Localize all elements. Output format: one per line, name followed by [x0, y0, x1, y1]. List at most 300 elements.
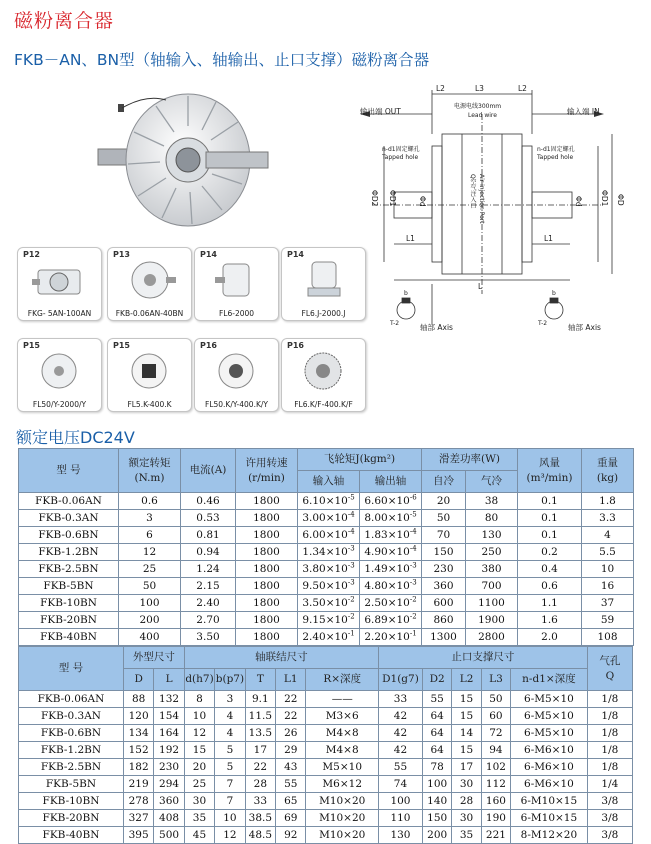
- dim-l1-right: L1: [544, 234, 553, 243]
- product-model: FL6.J-2000.J: [301, 309, 346, 318]
- product-card[interactable]: [281, 338, 366, 412]
- product-image: [122, 258, 177, 302]
- table-cell: M5×10: [306, 759, 378, 776]
- table-cell: 6-M6×10: [511, 776, 588, 793]
- table-cell: 59: [582, 612, 634, 629]
- table-cell: 1/4: [587, 776, 632, 793]
- col-speed: 许用转速 (r/min): [236, 449, 298, 493]
- table-cell: 120: [123, 708, 153, 725]
- table-cell: M6×12: [306, 776, 378, 793]
- table-cell: 10: [215, 810, 245, 827]
- product-page-ref: P12: [23, 250, 40, 259]
- key-b-left: b: [404, 290, 408, 297]
- dim-l: L: [478, 282, 483, 291]
- col-shaft: 轴联结尺寸: [184, 647, 378, 669]
- table-row: [19, 561, 634, 578]
- table-row: [19, 725, 633, 742]
- table-cell: 230: [154, 759, 184, 776]
- table-cell: 6-M10×15: [511, 810, 588, 827]
- key-b-right: b: [552, 290, 556, 297]
- table-cell: 3.3: [582, 510, 634, 527]
- product-page-ref: P15: [23, 341, 40, 350]
- table-cell: 1900: [466, 612, 518, 629]
- table-cell: FKB-40BN: [19, 827, 124, 844]
- table-cell: 2800: [466, 629, 518, 646]
- table-row: [19, 612, 634, 629]
- table-cell: FKB-10BN: [19, 793, 124, 810]
- table-cell: 16: [582, 578, 634, 595]
- clutch-main-photo: [96, 86, 271, 234]
- input-end-label: 输入端 IN: [567, 107, 600, 116]
- col-slip-air: 气冷: [466, 471, 518, 493]
- col-subheader: n-d1×深度: [511, 669, 588, 691]
- product-model: FKG- 5AN-100AN: [27, 309, 92, 318]
- table-row: [19, 742, 633, 759]
- table-cell: 8-M12×20: [511, 827, 588, 844]
- table-cell: FKB-20BN: [19, 810, 124, 827]
- table-row: [19, 578, 634, 595]
- table-cell: 60: [481, 708, 510, 725]
- col-flywheel-in: 输入轴: [298, 471, 360, 493]
- table-cell: 70: [422, 527, 466, 544]
- table-cell: 102: [481, 759, 510, 776]
- table-cell: 4: [582, 527, 634, 544]
- table-cell: 33: [245, 793, 275, 810]
- table-cell: 28: [245, 776, 275, 793]
- table-cell: FKB-5BN: [19, 776, 124, 793]
- table-cell: $8.00\times 10^{-5}$: [360, 510, 422, 527]
- table-cell: 72: [481, 725, 510, 742]
- col-slip-power: 滑差功率(W): [422, 449, 518, 471]
- table-cell: 360: [154, 793, 184, 810]
- table-cell: 5: [215, 742, 245, 759]
- table-cell: 42: [378, 742, 422, 759]
- table-cell: 35: [184, 810, 214, 827]
- table-cell: 112: [481, 776, 510, 793]
- table-cell: FKB-1.2BN: [19, 742, 124, 759]
- product-card[interactable]: [107, 338, 192, 412]
- dim-l1-left: L1: [406, 234, 415, 243]
- table-cell: 150: [422, 544, 466, 561]
- air-port-label: Q空气注入口: [469, 174, 476, 209]
- table-cell: 860: [422, 612, 466, 629]
- table-cell: 64: [423, 725, 452, 742]
- table-cell: ——: [306, 691, 378, 708]
- table-cell: 12: [215, 827, 245, 844]
- table-cell: 12: [184, 725, 214, 742]
- table-cell: 200: [423, 827, 452, 844]
- product-page-ref: P16: [287, 341, 304, 350]
- tapped-hole-right-label: n-d1固定螺孔: [537, 146, 575, 153]
- col-subheader: D1(g7): [378, 669, 422, 691]
- page-title: 磁粉离合器: [14, 10, 115, 32]
- table-cell: 6-M6×10: [511, 742, 588, 759]
- table-cell: 100: [378, 793, 422, 810]
- table-cell: 190: [481, 810, 510, 827]
- table-cell: 600: [422, 595, 466, 612]
- table-cell: 94: [481, 742, 510, 759]
- table-cell: $3.00\times 10^{-4}$: [298, 510, 360, 527]
- table-cell: 74: [378, 776, 422, 793]
- table-cell: 360: [422, 578, 466, 595]
- col-subheader: b(p7): [215, 669, 245, 691]
- table-row: [19, 629, 634, 646]
- product-model: FL50.K/Y-400.K/Y: [205, 400, 268, 409]
- table-cell: FKB-0.3AN: [19, 510, 119, 527]
- product-card[interactable]: [194, 338, 279, 412]
- col-subheader: T: [245, 669, 275, 691]
- col-subheader: R×深度: [306, 669, 378, 691]
- lead-wire-label: 电源电线300mm: [454, 103, 502, 110]
- table-cell: 1800: [236, 544, 298, 561]
- table-cell: 10: [582, 561, 634, 578]
- col-subheader: D: [123, 669, 153, 691]
- dim-d2: ΦD2: [370, 190, 379, 207]
- table-cell: 22: [245, 759, 275, 776]
- table-cell: $6.89\times 10^{-2}$: [360, 612, 422, 629]
- table-cell: 38: [466, 493, 518, 510]
- drawing-lines: [332, 84, 642, 344]
- table-cell: 1800: [236, 629, 298, 646]
- dim-d-left: Φd: [418, 196, 427, 207]
- tapped-hole-left-en-label: Tapped hole: [382, 154, 419, 161]
- table-row: [19, 493, 634, 510]
- table-cell: 1/8: [587, 691, 632, 708]
- table-cell: 5: [215, 759, 245, 776]
- table-cell: $2.50\times 10^{-2}$: [360, 595, 422, 612]
- table-cell: 12: [119, 544, 181, 561]
- dim-l2-right: L2: [518, 84, 527, 93]
- table-row: [19, 510, 634, 527]
- table-cell: 130: [378, 827, 422, 844]
- table-cell: 150: [423, 810, 452, 827]
- table-cell: 100: [423, 776, 452, 793]
- table-row: [19, 759, 633, 776]
- table-cell: $6.60\times 10^{-6}$: [360, 493, 422, 510]
- table-cell: FKB-0.06AN: [19, 493, 119, 510]
- table-cell: 30: [184, 793, 214, 810]
- table-cell: FKB-2.5BN: [19, 561, 119, 578]
- table-cell: $1.83\times 10^{-4}$: [360, 527, 422, 544]
- table-cell: 3/8: [587, 793, 632, 810]
- table-cell: 134: [123, 725, 153, 742]
- table-cell: 395: [123, 827, 153, 844]
- table-cell: 5.5: [582, 544, 634, 561]
- table-cell: 38.5: [245, 810, 275, 827]
- product-card[interactable]: [17, 247, 102, 321]
- table-cell: 4: [215, 725, 245, 742]
- col-outline: 外型尺寸: [123, 647, 184, 669]
- product-image: [209, 349, 264, 393]
- spec-table: [18, 448, 634, 646]
- table-cell: 1.24: [181, 561, 236, 578]
- table-cell: 1/8: [587, 742, 632, 759]
- table-cell: 69: [276, 810, 306, 827]
- table-cell: 88: [123, 691, 153, 708]
- table-row: [19, 810, 633, 827]
- dim-d1-left: ΦD1: [388, 190, 397, 207]
- table-cell: 7: [215, 776, 245, 793]
- col-subheader: D2: [423, 669, 452, 691]
- col-subheader: L3: [481, 669, 510, 691]
- col-model: 型 号: [19, 449, 119, 493]
- product-page-ref: P13: [113, 250, 130, 259]
- table-cell: $1.34\times 10^{-3}$: [298, 544, 360, 561]
- table-cell: 30: [452, 776, 481, 793]
- table-cell: 30: [452, 810, 481, 827]
- product-page-ref: P14: [287, 250, 304, 259]
- product-model: FL5.K-400.K: [127, 400, 172, 409]
- table-cell: 20: [184, 759, 214, 776]
- table-row: [19, 793, 633, 810]
- table-cell: 0.46: [181, 493, 236, 510]
- air-port-en-label: Air injection Port: [478, 174, 485, 224]
- table-cell: 0.81: [181, 527, 236, 544]
- table-cell: $6.00\times 10^{-4}$: [298, 527, 360, 544]
- table-cell: 6-M6×10: [511, 759, 588, 776]
- table-cell: 0.1: [518, 493, 582, 510]
- product-model: FKB-0.06AN-40BN: [115, 309, 184, 318]
- product-card[interactable]: [194, 247, 279, 321]
- col-air-port: 气孔 Q: [587, 647, 632, 691]
- table-cell: 17: [452, 759, 481, 776]
- table-cell: M10×20: [306, 793, 378, 810]
- table-cell: 55: [276, 776, 306, 793]
- table-cell: $4.90\times 10^{-4}$: [360, 544, 422, 561]
- table-cell: 327: [123, 810, 153, 827]
- table-cell: 200: [119, 612, 181, 629]
- table-cell: M3×6: [306, 708, 378, 725]
- table-cell: 219: [123, 776, 153, 793]
- dim-l2-left: L2: [436, 84, 445, 93]
- product-model: FL6.K/F-400.K/F: [294, 400, 353, 409]
- table-row: [19, 595, 634, 612]
- table-cell: 408: [154, 810, 184, 827]
- table-cell: 6-M5×10: [511, 725, 588, 742]
- dim-d-right: Φd: [574, 196, 583, 207]
- table-cell: 1800: [236, 510, 298, 527]
- table-cell: 0.1: [518, 510, 582, 527]
- table-cell: FKB-0.3AN: [19, 708, 124, 725]
- table-cell: 1.8: [582, 493, 634, 510]
- table-cell: 1/8: [587, 725, 632, 742]
- table-cell: 29: [276, 742, 306, 759]
- table-cell: 6: [119, 527, 181, 544]
- table-cell: 230: [422, 561, 466, 578]
- table-cell: 22: [276, 708, 306, 725]
- table-cell: 33: [378, 691, 422, 708]
- lead-wire-en-label: Lead wire: [468, 112, 497, 119]
- table-cell: 0.6: [119, 493, 181, 510]
- product-model: FL50/Y-2000/Y: [32, 400, 87, 409]
- product-image: [32, 258, 87, 302]
- table-cell: 43: [276, 759, 306, 776]
- table-cell: 3.50: [181, 629, 236, 646]
- table-cell: 17: [245, 742, 275, 759]
- table-cell: 250: [466, 544, 518, 561]
- table-cell: $3.80\times 10^{-3}$: [298, 561, 360, 578]
- table-cell: 92: [276, 827, 306, 844]
- table-cell: FKB-20BN: [19, 612, 119, 629]
- table-cell: 26: [276, 725, 306, 742]
- dimension-table: [18, 646, 633, 844]
- table-cell: 500: [154, 827, 184, 844]
- table-cell: 294: [154, 776, 184, 793]
- table-cell: 42: [378, 708, 422, 725]
- table-cell: 2.70: [181, 612, 236, 629]
- dimension-diagram: [332, 84, 642, 344]
- table-cell: 55: [423, 691, 452, 708]
- table-cell: 10: [184, 708, 214, 725]
- col-flywheel: 飞轮矩J(kgm²): [298, 449, 422, 471]
- product-page-ref: P16: [200, 341, 217, 350]
- table-cell: 11.5: [245, 708, 275, 725]
- table-cell: 6-M10×15: [511, 793, 588, 810]
- table-cell: 1800: [236, 595, 298, 612]
- key-t-right: T-2: [538, 320, 548, 327]
- table-cell: 8: [184, 691, 214, 708]
- table-cell: 192: [154, 742, 184, 759]
- table-cell: 15: [184, 742, 214, 759]
- table-cell: $1.49\times 10^{-3}$: [360, 561, 422, 578]
- table-cell: FKB-0.6BN: [19, 725, 124, 742]
- dim-d1-right: ΦD1: [600, 190, 609, 207]
- table-cell: FKB-1.2BN: [19, 544, 119, 561]
- table-cell: $9.15\times 10^{-2}$: [298, 612, 360, 629]
- table-cell: 20: [422, 493, 466, 510]
- tapped-hole-left-label: n-d1固定螺孔: [382, 146, 420, 153]
- table-cell: 14: [452, 725, 481, 742]
- voltage-heading: 额定电压DC24V: [16, 428, 135, 447]
- table-cell: FKB-5BN: [19, 578, 119, 595]
- dim-l3: L3: [475, 84, 484, 93]
- table-cell: 78: [423, 759, 452, 776]
- tapped-hole-right-en-label: Tapped hole: [537, 154, 574, 161]
- table-cell: 50: [119, 578, 181, 595]
- table-cell: M10×20: [306, 810, 378, 827]
- table-cell: 1100: [466, 595, 518, 612]
- table-cell: 1.1: [518, 595, 582, 612]
- table-cell: 1300: [422, 629, 466, 646]
- table-row: [19, 544, 634, 561]
- table-cell: 1800: [236, 578, 298, 595]
- table-cell: 9.1: [245, 691, 275, 708]
- table-cell: 1800: [236, 612, 298, 629]
- table-cell: 3/8: [587, 810, 632, 827]
- table-cell: 2.15: [181, 578, 236, 595]
- table-cell: 50: [481, 691, 510, 708]
- table-cell: M10×20: [306, 827, 378, 844]
- page-subtitle: FKB－AN、BN型（轴输入、轴输出、止口支撑）磁粉离合器: [14, 51, 430, 69]
- table-cell: 0.1: [518, 527, 582, 544]
- table-cell: 278: [123, 793, 153, 810]
- table-cell: 15: [452, 742, 481, 759]
- table-cell: 7: [215, 793, 245, 810]
- table-cell: M4×8: [306, 725, 378, 742]
- table-cell: 4: [215, 708, 245, 725]
- table-cell: 65: [276, 793, 306, 810]
- table-cell: 0.6: [518, 578, 582, 595]
- product-image: [32, 349, 87, 393]
- product-image: [122, 349, 177, 393]
- col-spigot: 止口支撑尺寸: [378, 647, 587, 669]
- table-cell: 2.0: [518, 629, 582, 646]
- table-cell: 1800: [236, 527, 298, 544]
- table-cell: FKB-0.6BN: [19, 527, 119, 544]
- table-cell: 182: [123, 759, 153, 776]
- table-cell: $3.50\times 10^{-2}$: [298, 595, 360, 612]
- table-cell: 1.6: [518, 612, 582, 629]
- table-cell: 13.5: [245, 725, 275, 742]
- table-cell: 35: [452, 827, 481, 844]
- table-cell: 64: [423, 742, 452, 759]
- table-cell: 0.2: [518, 544, 582, 561]
- product-card[interactable]: [17, 338, 102, 412]
- table-row: [19, 527, 634, 544]
- table-cell: $6.10\times 10^{-5}$: [298, 493, 360, 510]
- table-cell: 15: [452, 691, 481, 708]
- table-cell: 110: [378, 810, 422, 827]
- table-cell: 28: [452, 793, 481, 810]
- table-cell: 3: [215, 691, 245, 708]
- table-cell: 6-M5×10: [511, 708, 588, 725]
- table-cell: $2.20\times 10^{-1}$: [360, 629, 422, 646]
- col-subheader: L: [154, 669, 184, 691]
- table-cell: 164: [154, 725, 184, 742]
- col-subheader: d(h7): [184, 669, 214, 691]
- col-flywheel-out: 输出轴: [360, 471, 422, 493]
- table-cell: 160: [481, 793, 510, 810]
- table-cell: 45: [184, 827, 214, 844]
- table-cell: 55: [378, 759, 422, 776]
- table-cell: 80: [466, 510, 518, 527]
- product-image: [296, 349, 351, 393]
- col-current: 电流(A): [181, 449, 236, 493]
- table-cell: 50: [422, 510, 466, 527]
- dim-outer-d: ΦD: [616, 194, 625, 206]
- table-cell: 25: [184, 776, 214, 793]
- table-cell: $2.40\times 10^{-1}$: [298, 629, 360, 646]
- table-cell: 0.53: [181, 510, 236, 527]
- table-cell: 37: [582, 595, 634, 612]
- key-t-left: T-2: [390, 320, 400, 327]
- table-cell: $4.80\times 10^{-3}$: [360, 578, 422, 595]
- table-row: [19, 691, 633, 708]
- output-end-label: 输出端 OUT: [360, 107, 401, 116]
- product-model: FL6-2000: [218, 309, 255, 318]
- table-cell: $9.50\times 10^{-3}$: [298, 578, 360, 595]
- col-torque: 额定转矩 (N.m): [119, 449, 181, 493]
- table-row: [19, 827, 633, 844]
- product-card[interactable]: [107, 247, 192, 321]
- table-cell: 100: [119, 595, 181, 612]
- table-cell: 400: [119, 629, 181, 646]
- table-cell: 1800: [236, 493, 298, 510]
- table-cell: 221: [481, 827, 510, 844]
- axis-right-label: 轴部 Axis: [568, 323, 601, 332]
- table-cell: FKB-0.06AN: [19, 691, 124, 708]
- table-cell: 380: [466, 561, 518, 578]
- table-cell: 1800: [236, 561, 298, 578]
- table-cell: 25: [119, 561, 181, 578]
- table-cell: 3: [119, 510, 181, 527]
- table-cell: FKB-10BN: [19, 595, 119, 612]
- table-cell: 154: [154, 708, 184, 725]
- product-image: [209, 258, 264, 302]
- table-cell: M4×8: [306, 742, 378, 759]
- table-cell: 48.5: [245, 827, 275, 844]
- table-cell: 22: [276, 691, 306, 708]
